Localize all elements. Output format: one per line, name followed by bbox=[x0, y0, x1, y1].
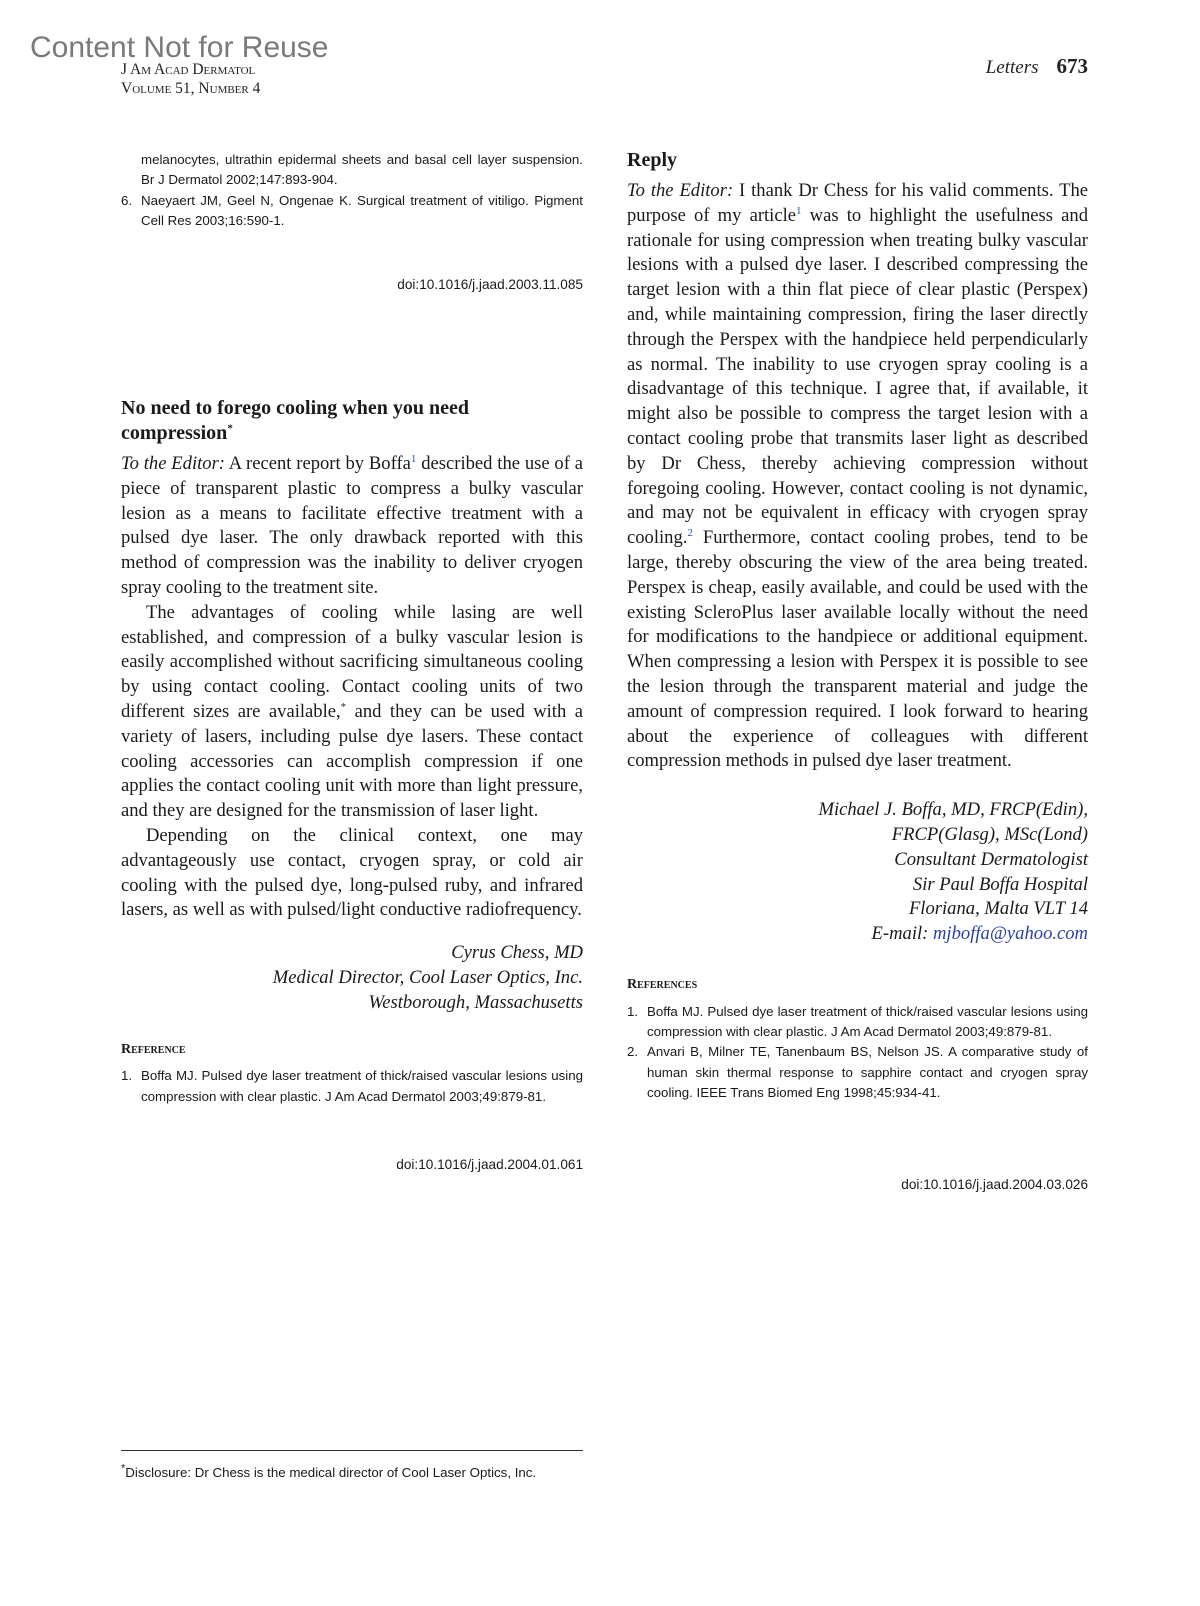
journal-name: J Am Acad Dermatol bbox=[121, 61, 256, 78]
letter-reference-list bbox=[121, 1066, 583, 1107]
author-name: Cyrus Chess, MD bbox=[451, 942, 583, 964]
footnote bbox=[121, 1463, 583, 1483]
reference-text: Anvari B, Milner TE, Tanenbaum BS, Nelson JS. A comparative study of human skin thermal response to sapphire contact and cryogen spray cooling. IEEE Trans Biomed Eng 1998;45:934-41. bbox=[647, 1044, 1088, 1100]
salutation: To the Editor: bbox=[627, 180, 734, 201]
reference-item bbox=[121, 1066, 583, 1107]
reference-number: 6. bbox=[121, 192, 133, 208]
reply-reference-list bbox=[627, 1002, 1088, 1103]
citation-superscript: 1 bbox=[410, 452, 417, 465]
reply-title: Reply bbox=[627, 149, 677, 171]
footnote-text: Disclosure: Dr Chess is the medical director of Cool Laser Optics, Inc. bbox=[125, 1465, 537, 1480]
watermark: Content Not for Reuse bbox=[30, 31, 329, 64]
citation-superscript: 1 bbox=[796, 204, 802, 217]
left-column bbox=[121, 150, 583, 1178]
author-credentials: FRCP(Glasg), MSc(Lond) bbox=[891, 823, 1088, 845]
reference-text: Naeyaert JM, Geel N, Ongenae K. Surgical treatment of vitiligo. Pigment Cell Res 2003;16:590-1. bbox=[141, 192, 583, 228]
reference-heading: Reference bbox=[121, 1041, 186, 1057]
footnote-mark: * bbox=[121, 1462, 126, 1475]
reference-item bbox=[627, 1042, 1088, 1103]
reference-text: melanocytes, ultrathin epidermal sheets and basal cell layer suspension. Br J Dermatol 2002;147:893-904. bbox=[141, 152, 583, 188]
letter-title: No need to forego cooling when you need compression* bbox=[121, 396, 469, 444]
previous-doi: doi:10.1016/j.jaad.2003.11.085 bbox=[397, 277, 583, 293]
reference-item bbox=[121, 150, 583, 191]
author-name: Michael J. Boffa, MD, FRCP(Edin), bbox=[818, 799, 1088, 821]
running-head bbox=[986, 54, 1088, 79]
reply-paragraph: To the Editor: I thank Dr Chess for his valid comments. The purpose of my article$^1$ was to highlight the usefulness and rationale for using compression when treating bulky vascular lesions with a pulsed dye laser. I described compressing the target lesion with a thin flat piece of clear plastic (Perspex) and, while maintaining compression, firing the laser directly through the Perspex with the handpiece held perpendicularly as normal. The inability to use cryogen spray cooling is a disadvantage of this technique. I agree that, if available, it might also be possible to compress the target lesion with a contact cooling probe that transmits laser light as described by Dr Chess, thereby achieving compression without foregoing cooling. However, contact cooling is not dynamic, and may not be equivalent in efficacy with cryogen spray cooling.$^2$ Furthermore, contact cooling probes, tend to be large, thereby obscuring the view of the area being treated. Perspex is cheap, easily available, and could be used with the existing ScleroPlus laser available locally without the need for modifications to the handpiece or additional equipment. When compressing a lesion with Perspex it is possible to see the lesion through the transparent material and judge the amount of compression required. I look forward to hearing about the experience of colleagues with different compression methods in pulsed dye laser treatment. bbox=[627, 180, 1088, 772]
reference-heading: References bbox=[627, 976, 698, 992]
citation-superscript: 2 bbox=[687, 526, 693, 539]
reply-doi: doi:10.1016/j.jaad.2004.03.026 bbox=[901, 1177, 1088, 1193]
previous-reference-list bbox=[121, 150, 583, 231]
author-institution: Sir Paul Boffa Hospital bbox=[912, 873, 1088, 895]
letter-paragraph-1: To the Editor: A recent report by Boffa$^1$ described the use of a piece of transparent plastic to compress a bulky vascular lesion as a means to facilitate effective treatment with a pulsed dye laser. The only drawback reported with this method of compression was the inability to deliver cryogen spray cooling to the treatment site. bbox=[121, 452, 583, 598]
author-email-link[interactable]: mjboffa@yahoo.com bbox=[933, 923, 1088, 945]
footnote-mark: * bbox=[340, 700, 347, 713]
journal-header bbox=[121, 60, 260, 98]
reference-item bbox=[627, 1002, 1088, 1043]
author-email-line: E-mail: mjboffa@yahoo.com bbox=[871, 923, 1088, 945]
author-location: Floriana, Malta VLT 14 bbox=[908, 898, 1088, 920]
footnote-mark: * bbox=[227, 422, 233, 435]
page-number: 673 bbox=[1056, 54, 1088, 78]
reference-text: Boffa MJ. Pulsed dye laser treatment of thick/raised vascular lesions using compression with clear plastic. J Am Acad Dermatol 2003;49:879-81. bbox=[647, 1003, 1088, 1039]
reply-signature bbox=[627, 798, 1088, 947]
letter-paragraph-2: The advantages of cooling while lasing are well established, and compression of a bulky vascular lesion is easily accomplished without sacrificing simultaneous cooling by using contact cooling. Contact cooling units of two different sizes are available,* and they can be used with a variety of lasers, including pulse dye lasers. These contact cooling accessories can accomplish compression if one applies the contact cooling unit with more than light pressure, and they are designed for the transmission of laser light. bbox=[121, 601, 583, 822]
letter-signature bbox=[121, 941, 583, 1015]
letter-doi: doi:10.1016/j.jaad.2004.01.061 bbox=[396, 1156, 583, 1172]
letter-paragraph-3: Depending on the clinical context, one may advantageously use contact, cryogen spray, or cold air cooling with the pulsed dye, long-pulsed ruby, and infrared lasers, as well as with pulsed/light conductive radiofrequency. bbox=[121, 824, 583, 921]
footnote-divider bbox=[121, 1450, 583, 1451]
section-name: Letters bbox=[985, 57, 1039, 78]
reference-item bbox=[121, 191, 583, 232]
reference-text: Boffa MJ. Pulsed dye laser treatment of thick/raised vascular lesions using compression with clear plastic. J Am Acad Dermatol 2003;49:879-81. bbox=[141, 1068, 583, 1104]
author-location: Westborough, Massachusetts bbox=[368, 991, 583, 1013]
reference-number: 1. bbox=[627, 1003, 639, 1019]
right-column bbox=[627, 150, 1088, 1198]
salutation: To the Editor: bbox=[121, 452, 226, 474]
reference-number: 1. bbox=[121, 1068, 133, 1084]
journal-volume: Volume 51, Number 4 bbox=[121, 80, 261, 97]
author-title: Consultant Dermatologist bbox=[894, 848, 1088, 870]
author-title: Medical Director, Cool Laser Optics, Inc. bbox=[272, 966, 583, 988]
reference-number: 2. bbox=[627, 1044, 639, 1060]
